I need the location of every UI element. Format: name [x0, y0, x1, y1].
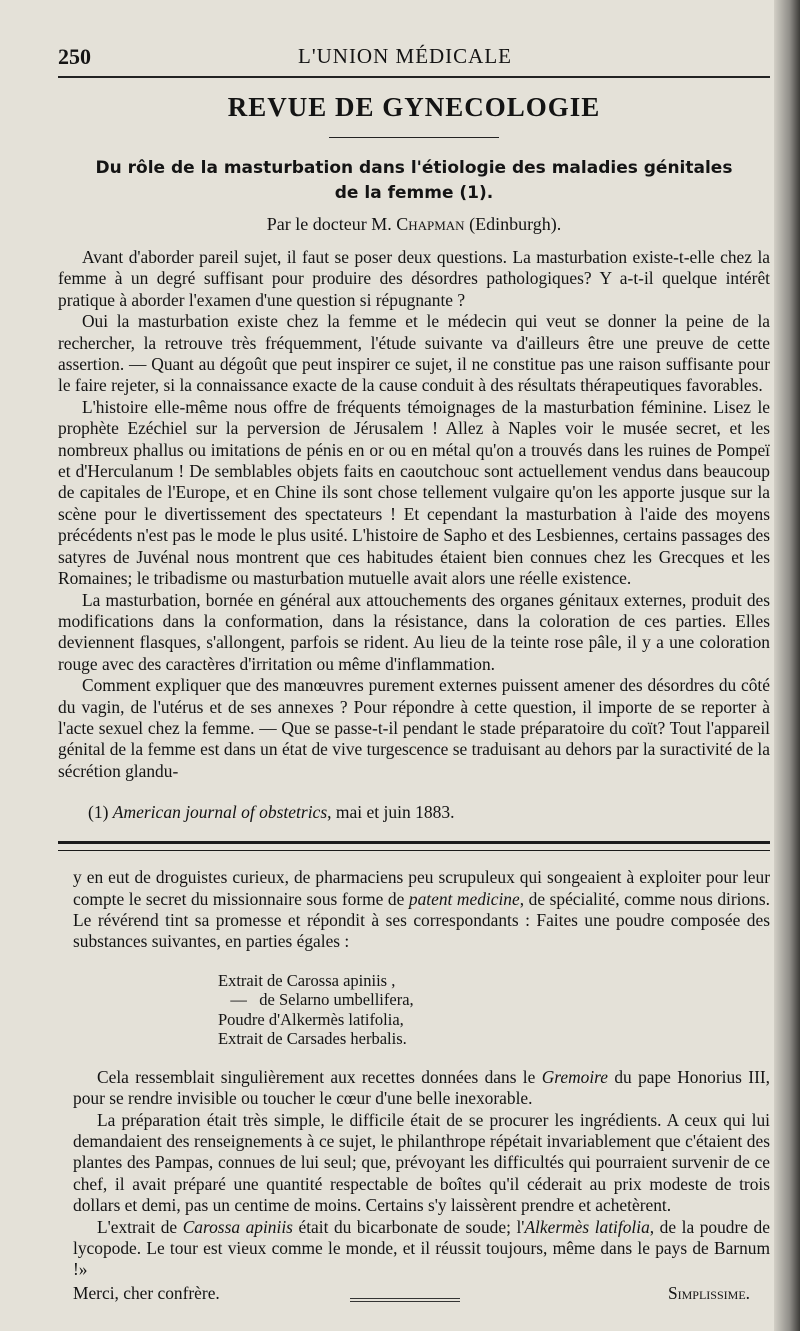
- text-run-italic: Alkermès latifolia: [524, 1216, 650, 1237]
- feuilleton-paragraph: [73, 1217, 770, 1281]
- feuilleton-separator: [58, 841, 770, 851]
- text-run: L'extrait de: [97, 1216, 183, 1237]
- feuilleton-body: [73, 867, 770, 1281]
- section-title: REVUE DE GYNECOLOGIE: [227, 92, 601, 122]
- text-run: , de la poudre de lycopode. Le tour est vieux comme le monde, et il réussit toujours, même dans le pays de Barnum !»: [73, 1216, 770, 1280]
- article-paragraph: Oui la masturbation existe chez la femme et le médecin qui veut se donner la peine de la rechercher, la retrouve très fréquemment, l'étude suivante va d'ailleurs être une preuve de cette assertion. — Quant au dégoût que peut inspirer ce sujet, il ne constitue pas une raison suffisante pour le faire rejeter, si la connaissance exacte de la cause conduit à des résultats thérapeutiques favorables.: [58, 311, 770, 396]
- recipe-list: [218, 971, 770, 1049]
- recipe-item: Extrait de Carossa apiniis ,: [218, 970, 396, 990]
- text-run: Cela ressemblait singulièrement aux recettes données dans le: [97, 1066, 542, 1087]
- title-rule: [329, 137, 499, 138]
- running-head: L'UNION MÉDICALE: [298, 44, 513, 68]
- recipe-item: Poudre d'Alkermès latifolia,: [218, 1009, 404, 1029]
- page-header: [58, 0, 770, 72]
- author-name: Chapman: [396, 214, 465, 234]
- recipe-item: — de Selarno umbellifera,: [218, 990, 414, 1010]
- text-run-italic: Carossa apiniis: [182, 1216, 293, 1237]
- article-paragraph: Comment expliquer que des manœuvres purement externes puissent amener des désordres du côté du vagin, de l'utérus et de ses annexes ? Pour répondre à cette question, il importe de se reporter à l'acte sexuel chez la femme. — Que se passe-t-il pendant le stade préparatoire du coït? Tout l'appareil génital de la femme est dans un état de vive turgescence se traduisant au dehors par la suractivité de la sécrétion glandu-: [58, 675, 770, 781]
- text-run: du pape Honorius III, pour se rendre invisible ou toucher le cœur d'une belle inexorable.: [73, 1066, 771, 1109]
- author-suffix: (Edinburgh).: [464, 214, 562, 234]
- recipe-item: Extrait de Carsades herbalis.: [218, 1029, 407, 1049]
- text-run: , de spécialité, comme nous dirions. Le révérend tint sa promesse et répondit à ses correspondants : Faites une poudre composée des substances suivantes, en parties égales :: [73, 888, 770, 952]
- article-body: [58, 247, 770, 782]
- bottom-ornament: [350, 1298, 460, 1302]
- text-run-italic: Gremoire: [541, 1066, 609, 1087]
- signature: Simplissime.: [667, 1282, 750, 1303]
- article-paragraph: Avant d'aborder pareil sujet, il faut se poser deux questions. La masturbation existe-t-elle chez la femme à un degré suffisant pour produire des désordres pathologiques? Y a-t-il quelque intérêt pratique à aborder l'examen d'une question si répugnante ?: [58, 247, 770, 310]
- page-edge-shadow: [774, 0, 800, 1331]
- footnote: [88, 802, 770, 823]
- author-prefix: Par le docteur M.: [266, 214, 397, 234]
- article-title: [58, 156, 770, 206]
- closing-salutation: Merci, cher confrère.: [73, 1282, 220, 1303]
- article-title-line-1: Du rôle de la masturbation dans l'étiologie des maladies génitales: [95, 158, 733, 178]
- page-number: 250: [58, 44, 91, 69]
- text-run: était du bicarbonate de soude; l': [292, 1216, 525, 1237]
- text-run: y en eut de droguistes curieux, de pharmaciens peu scrupuleux qui songeaient à exploiter pour leur compte le secret du missionnaire sous forme de: [73, 867, 770, 909]
- footnote-journal: American journal of obstetrics: [112, 802, 328, 823]
- article-title-line-2: de la femme (1).: [334, 183, 494, 203]
- feuilleton-paragraph: La préparation était très simple, le difficile était de se procurer les ingrédients. A ceux qui lui demandaient des renseignements à ce sujet, le philanthrope répétait invariablement que c'étaient des plantes des Pampas, connues de lui seul; que, prévoyant les difficultés qui pourraient survenir de ce chef, il avait préparé une quantité respectable de boîtes qu'il céderait au prix modeste de trois dollars et demi, pas un centime de moins. Certains s'y laissèrent prendre et achetèrent.: [73, 1109, 770, 1216]
- feuilleton-paragraph: [73, 1067, 770, 1110]
- article-paragraph: La masturbation, bornée en général aux attouchements des organes génitaux externes, produit des modifications dans la conformation, dans la résistance, dans la coloration de ces parties. Elles deviennent flasques, s'allongent, parfois se rident. Au lieu de la teinte rose pâle, il y a une coloration rouge avec des caractères d'irritation ou même d'inflammation.: [58, 589, 770, 674]
- footnote-rest: , mai et juin 1883.: [327, 802, 455, 823]
- footnote-number: (1): [88, 802, 113, 823]
- article-paragraph: L'histoire elle-même nous offre de fréquents témoignages de la masturbation féminine. Lisez le prophète Ezéchiel sur la perversion de Jérusalem ! Allez à Naples voir le musée secret, et les nombreux phallus ou imitations de pénis en or ou en métal qu'on a trouvés dans les ruines de Pompeï et d'Herculanum ! De semblables objets faits en caoutchouc sont actuellement vendus dans beaucoup de capitales de l'Europe, et en Chine ils sont chose tellement vulgaire qu'on les apporte jusque sur la scène pour le divertissement des spectateurs ! Et cependant la masturbation à l'aide des moyens précédents n'est pas le mode le plus usité. L'histoire de Sapho et des Lesbiennes, certains passages des satyres de Juvénal nous montrent que ces habitudes étaient bien connues chez les Grecques et les Romaines; le tribadisme ou masturbation mutuelle avait alors une réelle existence.: [58, 396, 770, 589]
- text-run-italic: patent medicine: [408, 888, 520, 909]
- feuilleton-paragraph: [73, 867, 770, 953]
- header-rule: [58, 76, 770, 78]
- author-line: [58, 214, 770, 235]
